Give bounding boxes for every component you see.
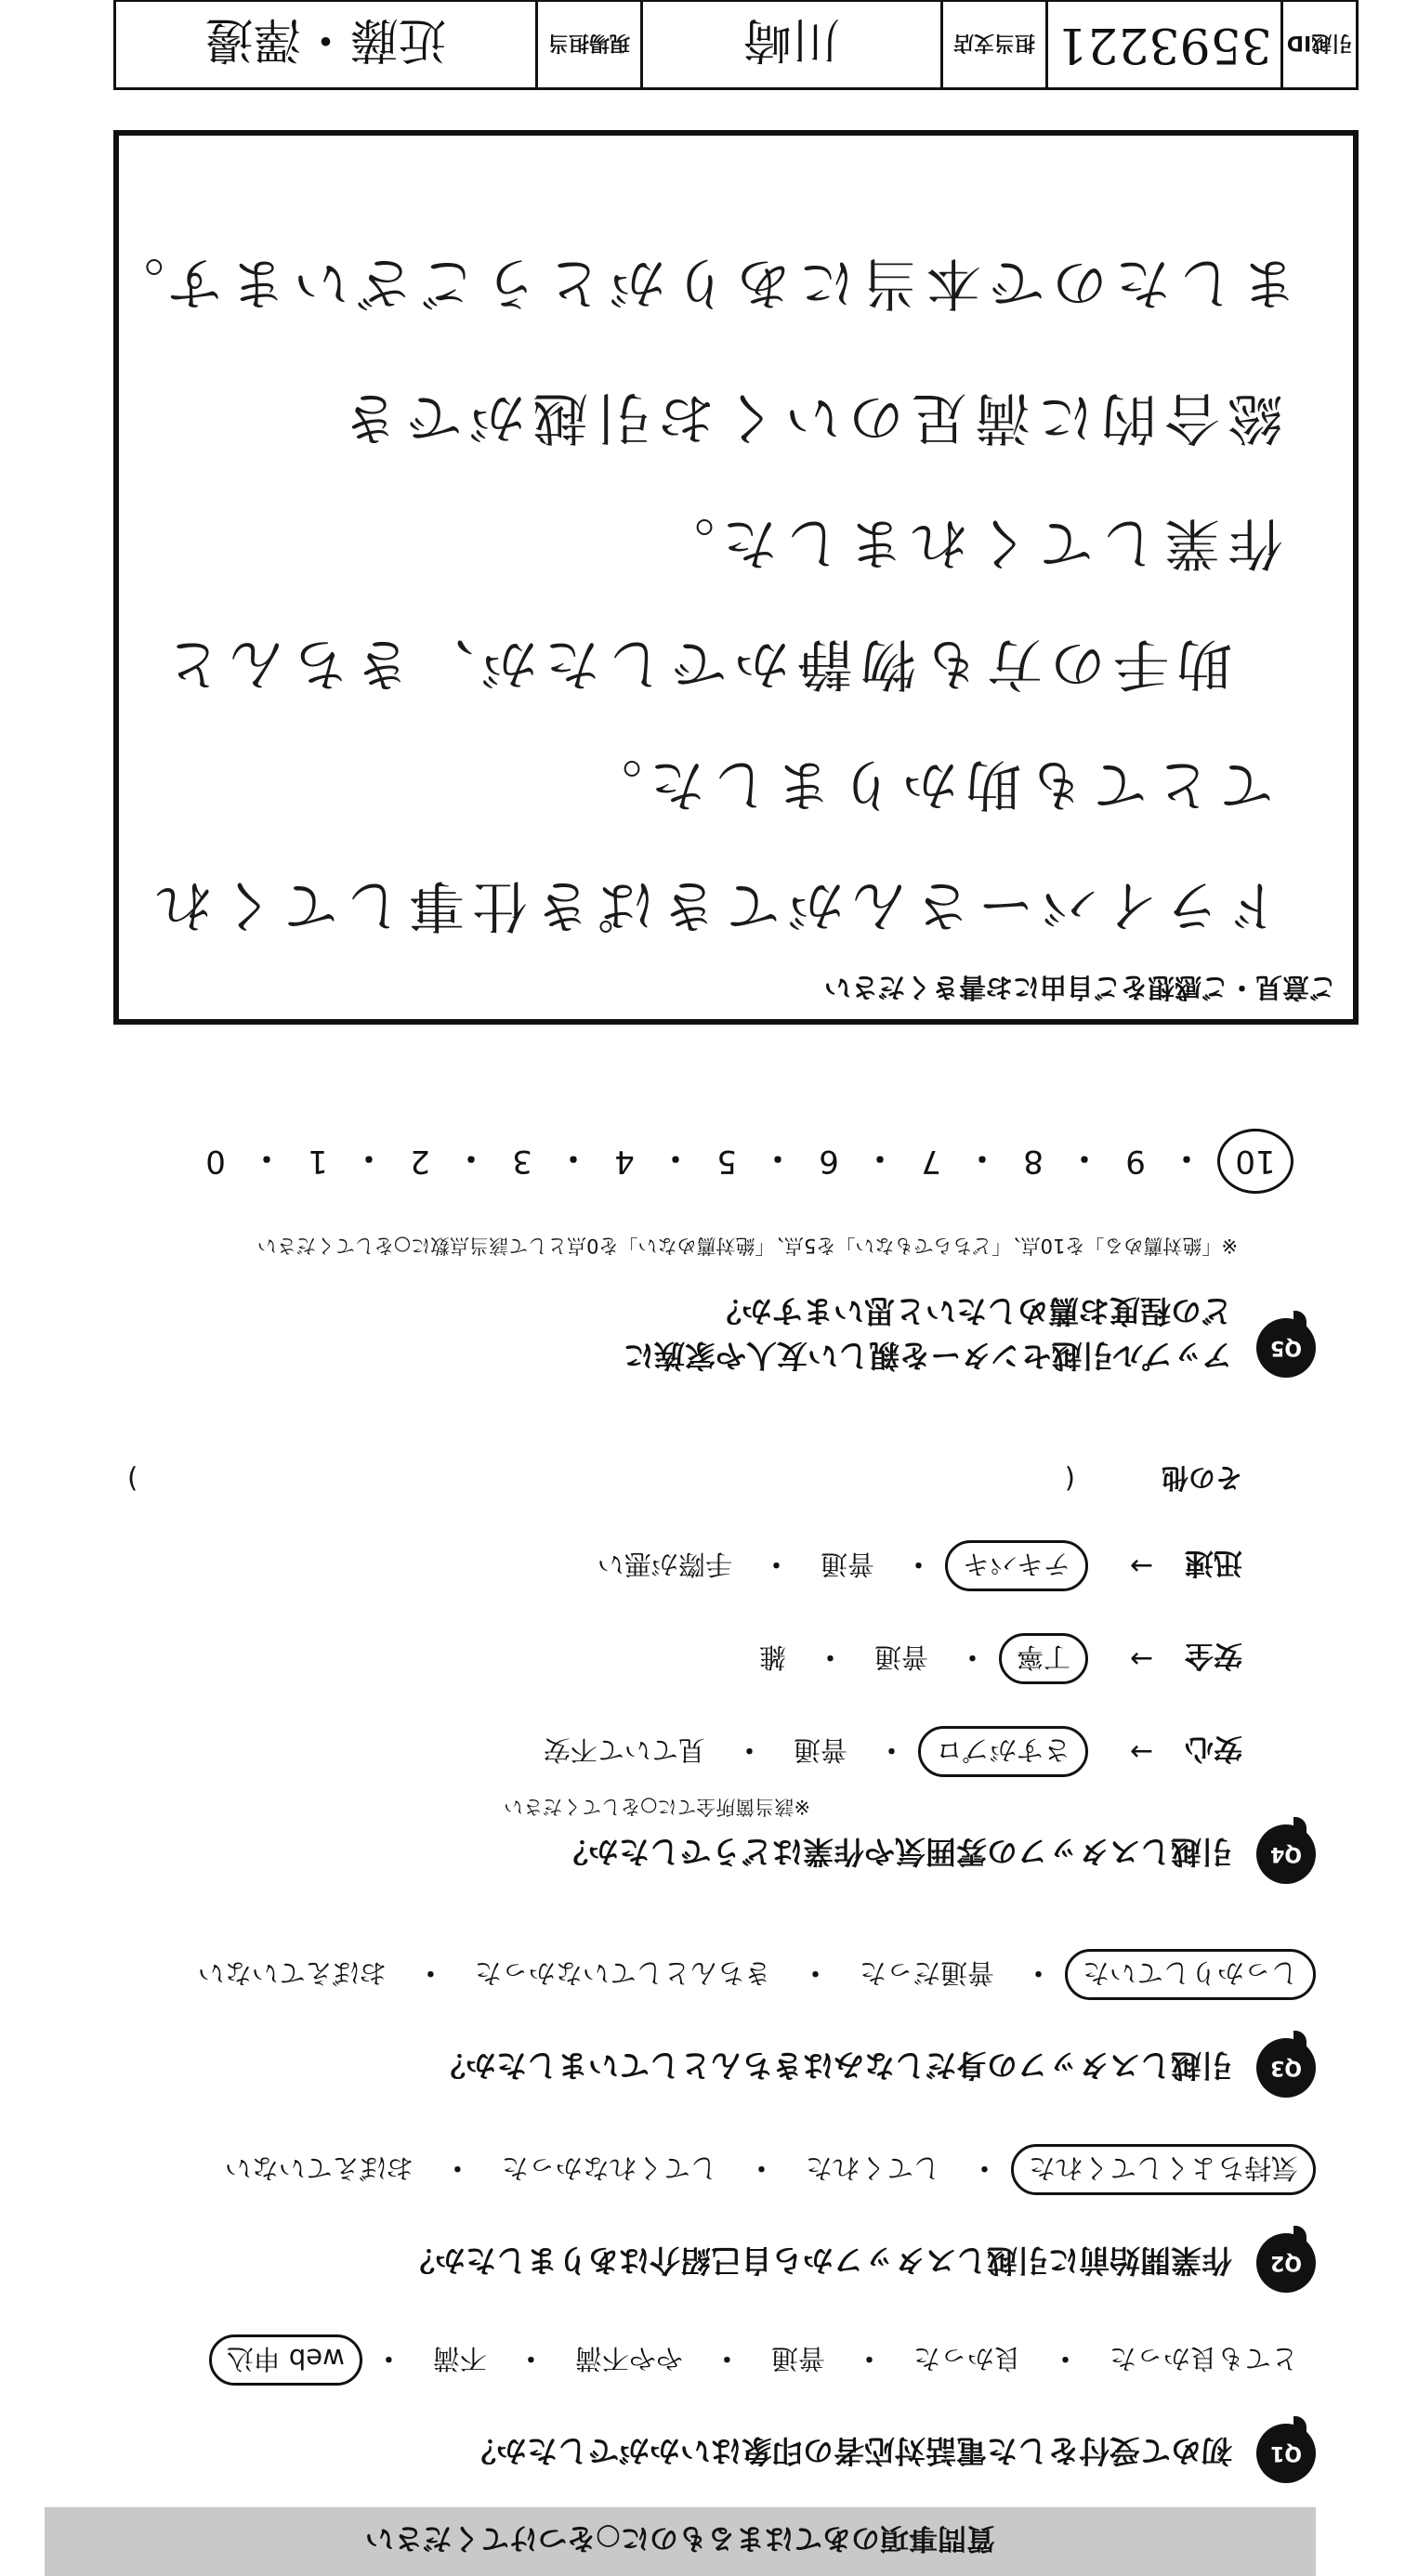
arrow-icon: → [1129, 1735, 1153, 1768]
scale-option[interactable]: 9 [1125, 1143, 1146, 1180]
move-id-value: 3593221 [1045, 2, 1280, 87]
scale-option[interactable]: 8 [1023, 1143, 1044, 1180]
q4-badge: Q4 [1256, 1824, 1316, 1884]
q4-text: 引越しスタッフの雰囲気や作業はどうでしたか？ [558, 1834, 1232, 1871]
q4-other-label: その他 [1161, 1462, 1242, 1494]
q4-option[interactable]: 見ていて不安 [543, 1734, 705, 1766]
q1-option-selected[interactable]: web 申込 [209, 2334, 362, 2386]
q4-option-selected[interactable]: 丁寧 [999, 1633, 1088, 1684]
q5-scale: 10 ・ 9 ・ 8 ・ 7 ・ 6 ・ 5 ・ 4 ・ 3 ・ 2 ・ 1 ・ 0 [195, 1129, 1293, 1194]
comment-line: ドライバーさんがてきぱき仕事してくれ [149, 872, 1283, 937]
q2-option[interactable]: おぼえていない [224, 2152, 414, 2184]
q2-option[interactable]: してくれなかった [501, 2152, 717, 2184]
q4-option[interactable]: 雑 [758, 1641, 786, 1673]
comment-line: 総合的に満足のいくお引越ができ [335, 385, 1283, 450]
q4-other [127, 1460, 1242, 1498]
comment-line: 助手の方も物静かでしたが、きちんと [158, 631, 1232, 696]
q4-other-open: ( [1064, 1463, 1075, 1496]
comment-label: ご意見・ご感想をご自由にお書きください [823, 972, 1336, 1003]
q4-option-selected[interactable]: テキパキ [945, 1540, 1088, 1591]
q4-option[interactable]: 手際が悪い [597, 1549, 732, 1580]
scale-option[interactable]: 2 [410, 1143, 430, 1180]
q3-option[interactable]: 普通だった [859, 1957, 994, 1989]
comment-line: ましたので本当にありがとうございます。 [100, 250, 1297, 315]
q4-row-anshin: 安心 → さすがプロ ・ 普通 ・ 見ていて不安 [526, 1726, 1242, 1777]
q1-question [466, 2424, 1316, 2483]
q4-row-label: 安心 [1185, 1732, 1242, 1765]
arrow-icon: → [1129, 1642, 1153, 1675]
q3-question [435, 2038, 1316, 2098]
scale-option[interactable]: 5 [716, 1143, 737, 1180]
q4-row-label: 迅速 [1185, 1546, 1242, 1579]
q4-option[interactable]: 普通 [820, 1549, 874, 1580]
q5-text-line2: どの程度お薦めしたいと思いますか？ [711, 1293, 1232, 1329]
scale-option[interactable]: 1 [308, 1143, 328, 1180]
q1-option[interactable]: 良かった [913, 2343, 1021, 2374]
q1-options: とても良かった ・ 良かった ・ 普通 ・ やや不満 ・ 不満 ・ web 申込 [209, 2334, 1316, 2386]
q4-option-selected[interactable]: さすがプロ [918, 1726, 1088, 1777]
footer-table [113, 0, 1359, 90]
branch-value: 川崎 [640, 2, 940, 87]
q3-option[interactable]: おぼえていない [197, 1957, 387, 1989]
q2-options: 気持ちよくしてくれた ・ してくれた ・ してくれなかった ・ おぼえていない [207, 2144, 1316, 2195]
q1-text: 初めて受付をした電話対応者の印象はいかがでしたか？ [466, 2433, 1232, 2470]
q4-row-label: 安全 [1185, 1639, 1242, 1672]
move-id-label: 引越ID [1280, 2, 1356, 87]
q5-question [624, 1288, 1316, 1378]
q2-option-selected[interactable]: 気持ちよくしてくれた [1011, 2144, 1316, 2195]
q4-note: ※該当箇所全てに○をしてください [504, 1796, 810, 1818]
q3-badge: Q3 [1256, 2038, 1316, 2098]
instruction-banner: 質問事項のあてはまるものに○をつけてください [45, 2507, 1316, 2576]
q4-row-anzen: 安全 → 丁寧 ・ 普通 ・ 雑 [742, 1633, 1242, 1684]
q3-text: 引越しスタッフの身だしなみはきちんとしていましたか？ [435, 2047, 1232, 2085]
q2-question [404, 2233, 1316, 2293]
q5-text-line1: アップル引越センターを親しい友人や家族に [623, 1338, 1232, 1374]
q1-option[interactable]: 不満 [432, 2343, 487, 2374]
q5-badge: Q5 [1256, 1318, 1316, 1378]
q3-option-selected[interactable]: しっかりしていた [1065, 1949, 1316, 2000]
comment-line: 作業してくれました。 [651, 510, 1283, 575]
staff-value: 近藤・澤邊 [204, 11, 447, 68]
branch-label: 担当支店 [940, 2, 1045, 87]
staff-label: 現場担当 [535, 2, 640, 87]
q1-badge: Q1 [1256, 2424, 1316, 2483]
arrow-icon: → [1129, 1550, 1153, 1582]
q4-other-close: ) [127, 1463, 138, 1496]
q4-question [558, 1824, 1316, 1884]
scale-option[interactable]: 3 [512, 1143, 532, 1180]
scale-option-selected[interactable]: 10 [1217, 1129, 1293, 1194]
q2-text: 作業開始前に引越しスタッフから自己紹介はありましたか？ [404, 2243, 1232, 2280]
comment-line: てとても助かりました。 [579, 752, 1274, 817]
q5-note: ※「絶対薦める」を10点、「どちらでもない」を5点、「絶対薦めない」を0点として該当点数に○をしてください [256, 1235, 1238, 1257]
q4-row-jinsoku: 迅速 → テキパキ ・ 普通 ・ 手際が悪い [580, 1540, 1242, 1591]
q3-options: しっかりしていた ・ 普通だった ・ きちんとしていなかった ・ おぼえていない [180, 1949, 1316, 2000]
comment-box[interactable] [100, 130, 1359, 1025]
scale-option[interactable]: 7 [921, 1143, 941, 1180]
scale-option[interactable]: 0 [205, 1143, 226, 1180]
q4-option[interactable]: 普通 [873, 1641, 928, 1673]
scale-option[interactable]: 4 [614, 1143, 635, 1180]
q1-option[interactable]: とても良かった [1109, 2343, 1298, 2374]
q2-option[interactable]: してくれた [805, 2152, 940, 2184]
q2-badge: Q2 [1256, 2233, 1316, 2293]
scale-option[interactable]: 6 [819, 1143, 839, 1180]
q3-option[interactable]: きちんとしていなかった [474, 1957, 771, 1989]
q1-option[interactable]: 普通 [770, 2343, 825, 2374]
q1-option[interactable]: やや不満 [574, 2343, 683, 2374]
q4-option[interactable]: 普通 [793, 1734, 847, 1766]
